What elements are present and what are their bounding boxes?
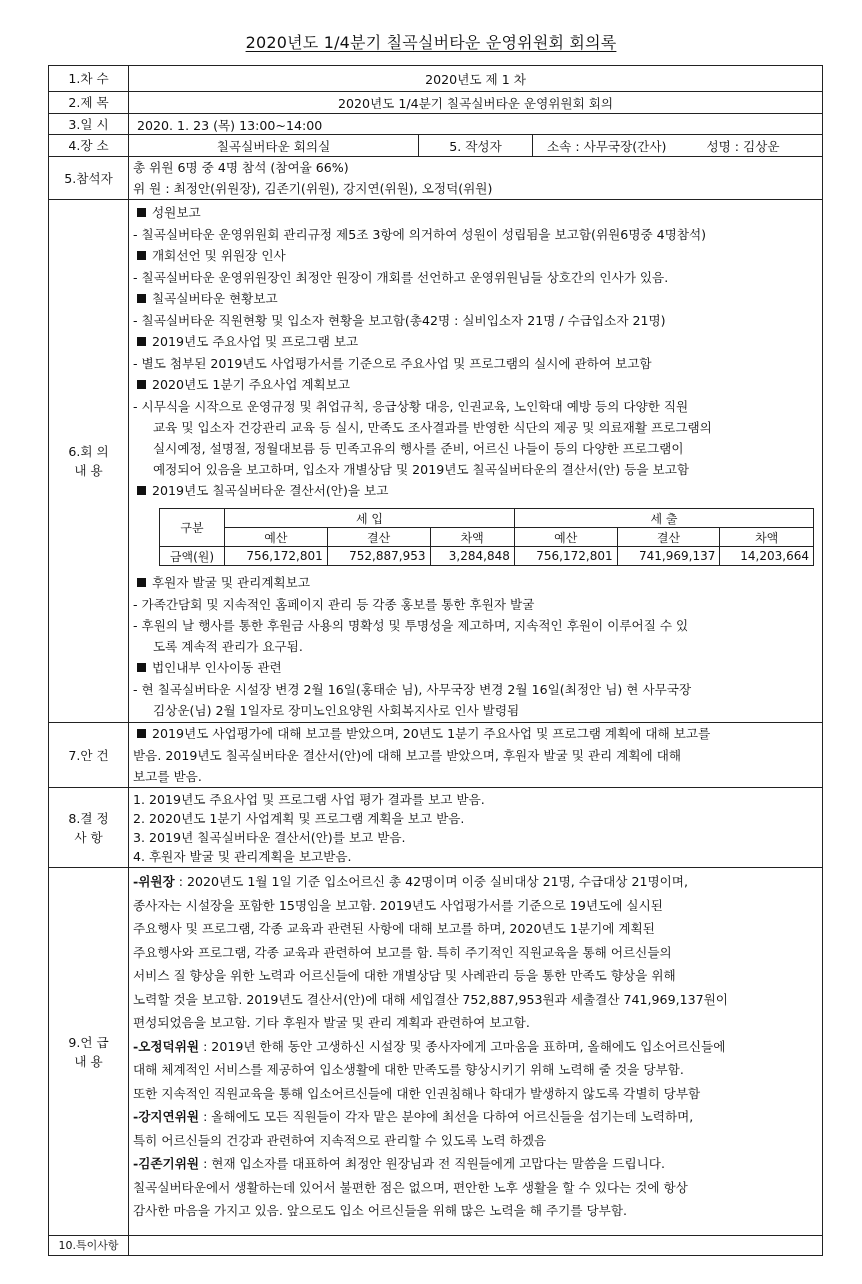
label-special: 10.특이사항 [49,1236,129,1256]
section-line: - 칠곡실버타운 운영위원회 관리규정 제5조 3항에 의거하여 성원이 성립됨을 보고함(위원6명중 4명참석) [133,227,707,242]
label-datetime: 3.일 시 [49,114,129,135]
section-line: - 별도 첨부된 2019년도 사업평가서를 기준으로 주요사업 및 프로그램의 실시에 관하여 보고함 [133,356,652,371]
remark-line: 주요행사 및 프로그램, 각종 교육과 관련된 사항에 대해 보고를 하며, 2020년도 1분기에 계획된 [133,921,655,936]
budget-value: 756,172,801 [514,547,617,566]
row-decision [49,788,823,868]
section-line: 교육 및 입소자 건강관리 교육 등 실시, 만족도 조사결과를 반영한 식단의 제공 및 의료재활 프로그램의 [153,420,712,435]
label-agenda: 7.안 건 [49,723,129,788]
section-heading: 2019년도 주요사업 및 프로그램 보고 [129,331,822,353]
speaker-name: -오정덕위원 [133,1038,200,1054]
bullet-square-icon [137,729,146,738]
section-heading: 칠곡실버타운 현황보고 [129,288,822,310]
remark-line: 또한 지속적인 직원교육을 통해 입소어르신들에 대한 인권침해나 학대가 발생하지 않도록 각별히 당부함 [133,1085,701,1101]
bullet-square-icon [137,294,146,303]
agenda-line: 2019년도 사업평가에 대해 보고를 받았으며, 20년도 1분기 주요사업 및 프로그램 계획에 대해 보고를 [129,723,822,745]
minutes-table [48,65,823,1256]
agenda-line: 보고를 받음. [133,769,202,784]
bullet-square-icon [137,486,146,495]
bullet-square-icon [137,663,146,672]
bullet-square-icon [137,337,146,346]
row-remarks [49,868,823,1236]
budget-sub-header: 예산 [514,528,617,547]
value-author [533,135,823,157]
bullet-square-icon [137,251,146,260]
budget-sub-header: 차액 [430,528,514,547]
decision-item: 2. 2020년도 1분기 사업계획 및 프로그램 계획을 보고 받음. [133,810,465,826]
author-name: 성명 : 김상운 [706,139,780,154]
budget-income-header: 세 입 [225,509,515,528]
budget-table [159,508,814,566]
section-line: 실시예정, 설명절, 정월대보름 등 민족고유의 행사를 준비, 어르신 나들이 등의 다양한 프로그램이 [153,441,684,456]
row-agenda [49,723,823,788]
remark-line: 서비스 질 향상을 위한 노력과 어르신들에 대한 개별상담 및 사례관리 등을 통한 만족도 향상을 위해 [133,968,676,983]
label-attendees: 5.참석자 [49,157,129,200]
value-datetime: 2020. 1. 23 (목) 13:00~14:00 [129,114,823,135]
decision-item: 3. 2019년 칠곡실버타운 결산서(안)를 보고 받음. [133,829,406,845]
label-place: 4.장 소 [49,135,129,157]
section-heading: 2019년도 칠곡실버타운 결산서(안)을 보고 [129,480,822,502]
decision-item: 4. 후원자 발굴 및 관리계획을 보고받음. [133,848,352,864]
section-line: - 시무식을 시작으로 운영규정 및 취업규칙, 응급상황 대응, 인권교육, 노인학대 예방 등의 다양한 직원 [133,399,689,414]
agenda-body [129,723,823,788]
row-subject [49,92,823,114]
decision-body [129,788,823,868]
remark-line: 종사자는 시설장을 포함한 15명임을 보고함. 2019년도 사업평가서를 기준으로 19년도에 실시된 [133,897,663,913]
attendance-summary: 총 위원 6명 중 4명 참석 (참여율 66%) [133,160,349,175]
attendee-list: 위 원 : 최정안(위원장), 김존기(위원), 강지연(위원), 오정덕(위원) [133,181,493,196]
speaker-name: -위원장 [133,874,175,889]
remark-line: 감사한 마음을 가지고 있음. 앞으로도 입소 어르신들을 위해 많은 노력을 해 주기를 당부함. [133,1203,628,1218]
row-place-author [49,135,823,157]
label-remarks: 9.언 급 내 용 [49,868,129,1236]
speaker-name: -김존기위원 [133,1156,200,1171]
bullet-square-icon [137,208,146,217]
budget-value: 3,284,848 [430,547,514,566]
section-line: - 후원의 날 행사를 통한 후원금 사용의 명확성 및 투명성을 제고하며, 지속적인 후원이 이루어질 수 있 [133,618,689,633]
section-line: 도록 계속적 관리가 요구됨. [153,639,303,654]
content-sections-2 [129,572,822,721]
remark-line: -김존기위원 : 현재 입소자를 대표하여 최정안 원장님과 전 직원들에게 고맙다는 말씀을 드립니다. [133,1156,665,1171]
remark-line: 주요행사와 프로그램, 각종 교육과 관련하여 보고를 함. 특히 주기적인 직원교육을 통해 어르신들의 [133,944,672,960]
value-subject: 2020년도 1/4분기 칠곡실버타운 운영위원회 회의 [129,92,823,114]
section-heading: 후원자 발굴 및 관리계획보고 [129,572,822,594]
bullet-square-icon [137,578,146,587]
remark-line: 칠곡실버타운에서 생활하는데 있어서 불편한 점은 없으며, 편안한 노후 생활을 할 수 있다는 것에 항상 [133,1179,688,1195]
remark-line: 특히 어르신들의 건강과 관련하여 지속적으로 관리할 수 있도록 노력 하겠음 [133,1132,547,1148]
section-line: 김상운(님) 2월 1일자로 장미노인요양원 사회복지사로 인사 발령됨 [153,703,520,718]
section-line: 예정되어 있음을 보고하며, 입소자 개별상담 및 2019년도 칠곡실버타운의 결산서(안) 등을 보고함 [153,462,690,477]
section-line: - 칠곡실버타운 운영위원장인 최정안 원장이 개회를 선언하고 운영위원님들 상호간의 인사가 있음. [133,270,669,285]
remarks-speeches [129,870,822,1223]
budget-value: 14,203,664 [720,547,814,566]
remark-line: -강지연위원 : 올해에도 모든 직원들이 각자 맡은 분야에 최선을 다하여 어르신들을 섬기는데 노력하며, [133,1109,694,1124]
bullet-square-icon [137,380,146,389]
budget-value: 752,887,953 [327,547,430,566]
author-affiliation: 소속 : 사무국장(간사) [547,139,667,154]
budget-sub-header: 결산 [617,528,720,547]
row-session [49,66,823,92]
remark-line: -오정덕위원 : 2019년 한해 동안 고생하신 시설장 및 종사자에게 고마움을 표하며, 올해에도 입소어르신들에 [133,1038,726,1054]
row-attendees [49,157,823,200]
row-content [49,200,823,723]
content-sections [129,202,822,502]
remark-line: 대해 체계적인 서비스를 제공하여 입소생활에 대한 만족도를 향상시키기 위해 노력해 줄 것을 당부함. [133,1062,684,1077]
section-heading: 2020년도 1분기 주요사업 계획보고 [129,374,822,396]
speaker-name: -강지연위원 [133,1109,200,1124]
budget-col-group: 구분 [160,509,225,547]
remarks-body [129,868,823,1236]
remark-line: -위원장 : 2020년도 1월 1일 기준 입소어르신 총 42명이며 이중 실비대상 21명, 수급대상 21명이며, [133,874,688,889]
row-special [49,1236,823,1256]
section-heading: 성원보고 [129,202,822,224]
agenda-line: 받음. 2019년도 칠곡실버타운 결산서(안)에 대해 보고를 받았으며, 후원자 발굴 및 관리 계획에 대해 [133,748,682,763]
value-special [129,1236,823,1256]
value-attendees [129,157,823,200]
remark-line: 노력할 것을 보고함. 2019년도 결산서(안)에 대해 세입결산 752,887,953원과 세출결산 741,969,137원이 [133,991,728,1007]
budget-sub-header: 예산 [225,528,328,547]
label-subject: 2.제 목 [49,92,129,114]
budget-value: 741,969,137 [617,547,720,566]
value-session: 2020년도 제 1 차 [129,66,823,92]
budget-sub-header: 결산 [327,528,430,547]
row-datetime [49,114,823,135]
section-heading: 법인내부 인사이동 관련 [129,657,822,679]
section-line: - 가족간담회 및 지속적인 홈페이지 관리 등 각종 홍보를 통한 후원자 발굴 [133,597,535,612]
remark-line: 편성되었음을 보고함. 기타 후원자 발굴 및 관리 계획과 관련하여 보고함. [133,1015,530,1030]
label-author: 5. 작성자 [419,135,533,157]
label-session: 1.차 수 [49,66,129,92]
budget-row-label: 금액(원) [160,547,225,566]
label-content: 6.회 의 내 용 [49,200,129,723]
content-body [129,200,823,723]
budget-sub-header: 차액 [720,528,814,547]
budget-expense-header: 세 출 [514,509,813,528]
value-place: 칠곡실버타운 회의실 [129,135,419,157]
section-line: - 칠곡실버타운 직원현황 및 입소자 현황을 보고함(총42명 : 실비입소자 21명 / 수급입소자 21명) [133,313,666,328]
label-decision: 8.결 정 사 항 [49,788,129,868]
decision-item: 1. 2019년도 주요사업 및 프로그램 사업 평가 결과를 보고 받음. [133,791,485,807]
document-title: 2020년도 1/4분기 칠곡실버타운 운영위원회 회의록 [245,33,617,52]
budget-value: 756,172,801 [225,547,328,566]
section-line: - 현 칠곡실버타운 시설장 변경 2월 16일(홍태순 님), 사무국장 변경 2월 16일(최정안 님) 현 사무국장 [133,682,692,697]
section-heading: 개회선언 및 위원장 인사 [129,245,822,267]
